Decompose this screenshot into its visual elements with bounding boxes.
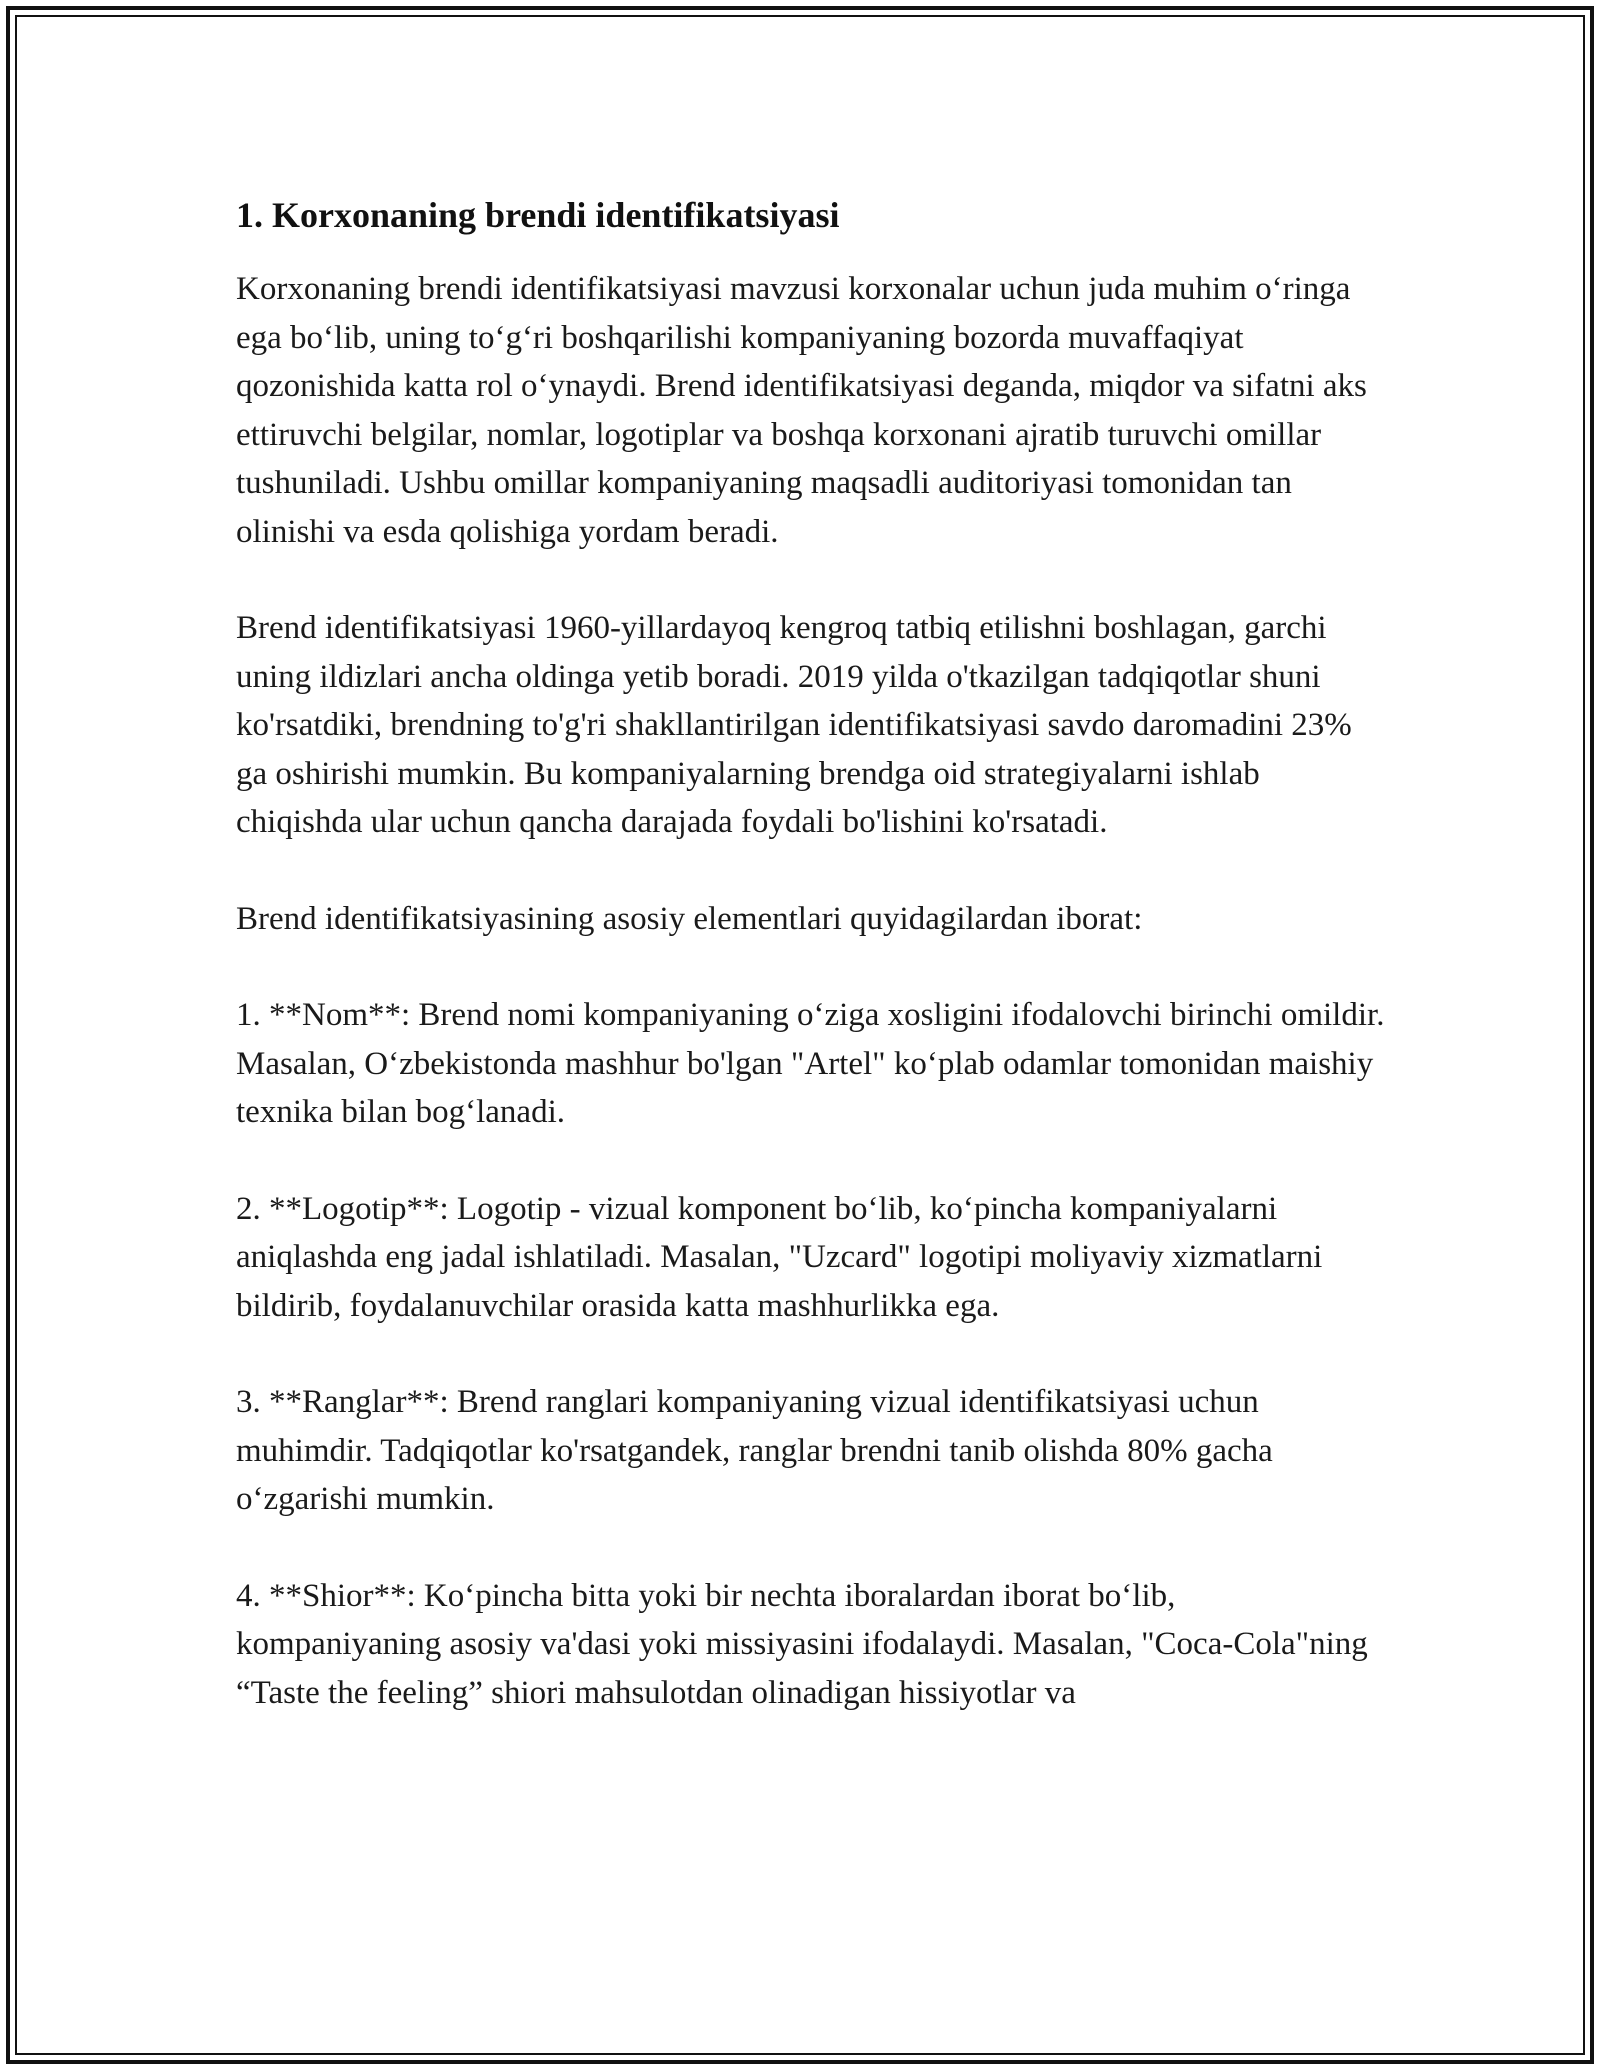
list-item-logo: 2. **Logotip**: Logotip - vizual komponent bo‘lib, ko‘pincha kompaniyalarni aniqlashda eng jadal ishlatiladi. Masalan, "Uzcard" logotipi moliyaviy xizmatlarni bildirib, foydalanuvchilar orasida katta mashhurlikka ega.: [236, 1190, 1323, 1324]
section-heading: 1. Korxonaning brendi identifikatsiyasi: [236, 195, 840, 235]
paragraph-elements-intro: Brend identifikatsiyasining asosiy elementlari quyidagilardan iborat:: [236, 900, 1143, 937]
document-page: [236, 187, 1386, 1765]
list-item-colors: 3. **Ranglar**: Brend ranglari kompaniyaning vizual identifikatsiyasi uchun muhimdir. Tadqiqotlar ko'rsatgandek, ranglar brendni tanib olishda 80% gacha o‘zgarishi mumkin.: [236, 1384, 1273, 1517]
paragraph-intro: Korxonaning brendi identifikatsiyasi mavzusi korxonalar uchun juda muhim o‘ringa ega bo‘lib, uning to‘g‘ri boshqarilishi kompaniyaning bozorda muvaffaqiyat qozonishida katta rol o‘ynaydi. Brend identifikatsiyasi deganda, miqdor va sifatni aks ettiruvchi belgilar, nomlar, logotiplar va boshqa korxonani ajratib turuvchi omillar tushuniladi. Ushbu omillar kompaniyaning maqsadli auditoriyasi tomonidan tan olinishi va esda qolishiga yordam beradi.: [236, 271, 1367, 550]
list-item-name: 1. **Nom**: Brend nomi kompaniyaning o‘ziga xosligini ifodalovchi birinchi omildir. Masalan, O‘zbekistonda mashhur bo'lgan "Artel" ko‘plab odamlar tomonidan maishiy texnika bilan bog‘lanadi.: [236, 997, 1385, 1130]
list-item-slogan: 4. **Shior**: Ko‘pincha bitta yoki bir nechta iboralardan iborat bo‘lib, kompaniyaning asosiy va'dasi yoki missiyasini ifodalaydi. Masalan, "Coca-Cola"ning “Taste the feeling” shiori mahsulotdan olinadigan hissiyotlar va: [236, 1577, 1368, 1711]
paragraph-history: Brend identifikatsiyasi 1960-yillardayoq kengroq tatbiq etilishni boshlagan, garchi uning ildizlari ancha oldinga yetib boradi. 2019 yilda o'tkazilgan tadqiqotlar shuni ko'rsatdiki, brendning to'g'ri shakllantirilgan identifikatsiyasi savdo daromadini 23% ga oshirishi mumkin. Bu kompaniyalarning brendga oid strategiyalarni ishlab chiqishda ular uchun qancha darajada foydali bo'lishini ko'rsatadi.: [236, 610, 1352, 840]
